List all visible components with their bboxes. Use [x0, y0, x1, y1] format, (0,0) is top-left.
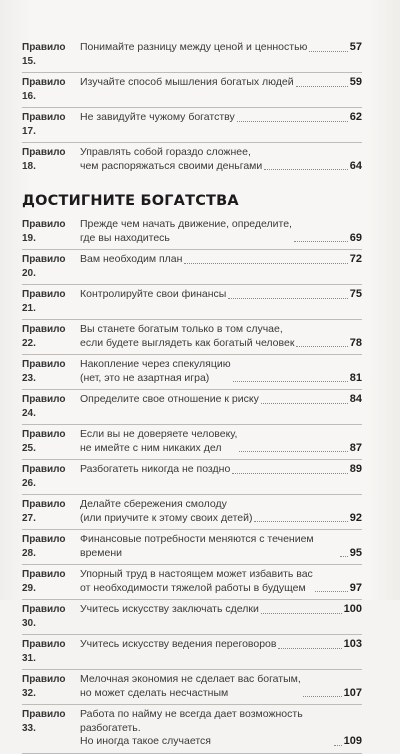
page-number: 107: [343, 686, 362, 699]
entry-body: [80, 288, 362, 302]
entry-body: [80, 603, 362, 617]
entry-title-line: Разбогатеть никогда не поздно: [80, 463, 231, 475]
entry-title: [80, 708, 332, 749]
entry-title-line: Контролируйте свои финансы: [80, 288, 227, 300]
page-number: 97: [349, 581, 362, 594]
entry-title: [80, 111, 235, 125]
page-number: 72: [349, 253, 362, 265]
dot-leader: [261, 403, 348, 404]
dot-leader: [261, 613, 342, 614]
entry-body: [80, 673, 362, 700]
rule-number: Правило 17.: [22, 112, 66, 137]
toc-group-continued: [22, 38, 362, 177]
page-number: 57: [349, 41, 362, 53]
rule-number: Правило 15.: [22, 42, 66, 67]
toc-entry: [22, 215, 362, 250]
rule-number: Правило 32.: [22, 674, 66, 699]
dot-leader: [228, 298, 347, 299]
entry-body: [80, 76, 362, 90]
dot-leader: [233, 381, 348, 382]
page-number: 87: [349, 441, 362, 454]
entry-body: [80, 358, 362, 385]
rule-number: Правило 23.: [22, 359, 66, 384]
toc-entry: [22, 705, 362, 754]
dot-leader: [303, 696, 342, 697]
dot-leader: [239, 451, 347, 452]
entry-title-line: чем распоряжаться своими деньгами: [80, 159, 263, 172]
dot-leader: [334, 745, 342, 746]
dot-leader: [315, 591, 348, 592]
entry-title-line: Управлять собой гораздо сложнее,: [80, 146, 251, 158]
rule-number: Правило 26.: [22, 464, 66, 489]
entry-body: [80, 463, 362, 477]
table-of-contents: [22, 38, 362, 754]
page-number: 84: [349, 393, 362, 405]
toc-entry: [22, 250, 362, 285]
toc-entry: [22, 460, 362, 495]
toc-entry: [22, 38, 362, 73]
dot-leader: [309, 51, 347, 52]
page-number: 78: [349, 336, 362, 349]
entry-title: [80, 463, 230, 477]
toc-entry: [22, 108, 362, 143]
entry-body: [80, 533, 362, 560]
toc-entry: [22, 530, 362, 565]
page-number: 62: [349, 111, 362, 123]
rule-number: Правило 19.: [22, 219, 66, 244]
entry-title: [80, 673, 301, 700]
entry-title-line: Не завидуйте чужому богатству: [80, 111, 235, 123]
entry-body: [80, 498, 362, 525]
dot-leader: [340, 556, 348, 557]
entry-title-line: Финансовые потребности меняются с течением времени: [80, 533, 314, 559]
entry-title: [80, 638, 276, 652]
entry-title-line: Прежде чем начать движение, определите,: [80, 218, 292, 230]
entry-title-line: Вам необходим план: [80, 253, 183, 265]
entry-title-line: Определите свое отношение к риску: [80, 393, 259, 405]
entry-title-line: Накопление через спекуляцию: [80, 358, 231, 370]
entry-title-line: (или приучите к этому своих детей): [80, 511, 253, 524]
entry-title: [80, 218, 292, 245]
toc-entry: [22, 320, 362, 355]
entry-body: [80, 708, 362, 749]
rule-number: Правило 28.: [22, 534, 66, 559]
dot-leader: [264, 169, 348, 170]
toc-entry: [22, 355, 362, 390]
entry-body: [80, 393, 362, 407]
page-number: 81: [349, 371, 362, 384]
toc-entry: [22, 670, 362, 705]
entry-title: [80, 568, 313, 595]
dot-leader: [296, 86, 348, 87]
dot-leader: [184, 263, 347, 264]
rule-number: Правило 30.: [22, 604, 66, 629]
entry-title-line: Учитесь искусству заключать сделки: [80, 603, 259, 615]
entry-title: [80, 393, 259, 407]
entry-title: [80, 253, 182, 267]
entry-body: [80, 253, 362, 267]
entry-title-line: Работа по найму не всегда дает возможность разбогатеть.: [80, 708, 303, 734]
toc-entry: [22, 390, 362, 425]
entry-title-line: если будете выглядеть как богатый человек: [80, 336, 295, 349]
rule-number: Правило 33.: [22, 709, 66, 734]
entry-title: [80, 288, 226, 302]
rule-number: Правило 20.: [22, 254, 66, 279]
entry-title: [80, 146, 262, 173]
toc-entry: [22, 600, 362, 635]
rule-number: Правило 18.: [22, 147, 66, 172]
dot-leader: [254, 521, 347, 522]
rule-number: Правило 25.: [22, 429, 66, 454]
page-number: 64: [349, 159, 362, 172]
page-number: 109: [343, 735, 362, 747]
toc-entry: [22, 565, 362, 600]
rule-number: Правило 27.: [22, 499, 66, 524]
toc-group-section: [22, 215, 362, 754]
toc-entry: [22, 495, 362, 530]
entry-body: [80, 41, 362, 55]
entry-title: [80, 358, 231, 385]
page-number: 103: [343, 638, 362, 650]
entry-body: [80, 323, 362, 350]
toc-entry: [22, 285, 362, 320]
rule-number: Правило 29.: [22, 569, 66, 594]
dot-leader: [294, 241, 348, 242]
page-number: 100: [343, 603, 362, 615]
entry-title-line: Вы станете богатым только в том случае,: [80, 323, 283, 335]
entry-title-line: Но иногда такое случается: [80, 735, 211, 747]
toc-entry: [22, 73, 362, 108]
entry-title-line: Если вы не доверяете человеку,: [80, 428, 238, 440]
entry-title: [80, 323, 294, 350]
entry-title-line: Изучайте способ мышления богатых людей: [80, 76, 294, 88]
section-heading: ДОСТИГНИТЕ БОГАТСТВА: [22, 193, 239, 209]
entry-title-line: Понимайте разницу между ценой и ценностью: [80, 41, 308, 53]
rule-number: Правило 16.: [22, 77, 66, 102]
entry-title: [80, 428, 237, 455]
entry-title: [80, 76, 294, 90]
rule-number: Правило 24.: [22, 394, 66, 419]
entry-title: [80, 533, 338, 560]
entry-body: [80, 146, 362, 173]
toc-entry: [22, 143, 362, 177]
entry-body: [80, 111, 362, 125]
dot-leader: [296, 346, 347, 347]
entry-title: [80, 41, 307, 55]
entry-body: [80, 428, 362, 455]
rule-number: Правило 21.: [22, 289, 66, 314]
dot-leader: [278, 648, 341, 649]
entry-title-line: не имейте с ним никаких дел: [80, 441, 222, 454]
entry-title-line: Мелочная экономия не сделает вас богатым,: [80, 673, 301, 685]
rule-number: Правило 22.: [22, 324, 66, 349]
entry-title: [80, 603, 259, 617]
entry-title-line: (нет, это не азартная игра): [80, 371, 210, 384]
entry-title-line: от необходимости тяжелой работы в будущем: [80, 581, 306, 594]
entry-title-line: где вы находитесь: [80, 231, 170, 244]
entry-body: [80, 638, 362, 652]
page-number: 59: [349, 76, 362, 88]
rule-number: Правило 31.: [22, 639, 66, 664]
entry-title-line: Учитесь искусству ведения переговоров: [80, 638, 277, 650]
entry-body: [80, 218, 362, 245]
dot-leader: [232, 473, 347, 474]
entry-title-line: Делайте сбережения смолоду: [80, 498, 227, 510]
entry-title-line: но может сделать несчастным: [80, 686, 229, 699]
toc-entry: [22, 635, 362, 670]
page-number: 95: [349, 546, 362, 559]
entry-title-line: Упорный труд в настоящем может избавить вас: [80, 568, 313, 580]
toc-entry: [22, 425, 362, 460]
entry-body: [80, 568, 362, 595]
page-number: 75: [349, 288, 362, 300]
page-number: 69: [349, 231, 362, 244]
page-number: 92: [349, 511, 362, 524]
entry-title: [80, 498, 252, 525]
page-number: 89: [349, 463, 362, 475]
dot-leader: [237, 121, 348, 122]
